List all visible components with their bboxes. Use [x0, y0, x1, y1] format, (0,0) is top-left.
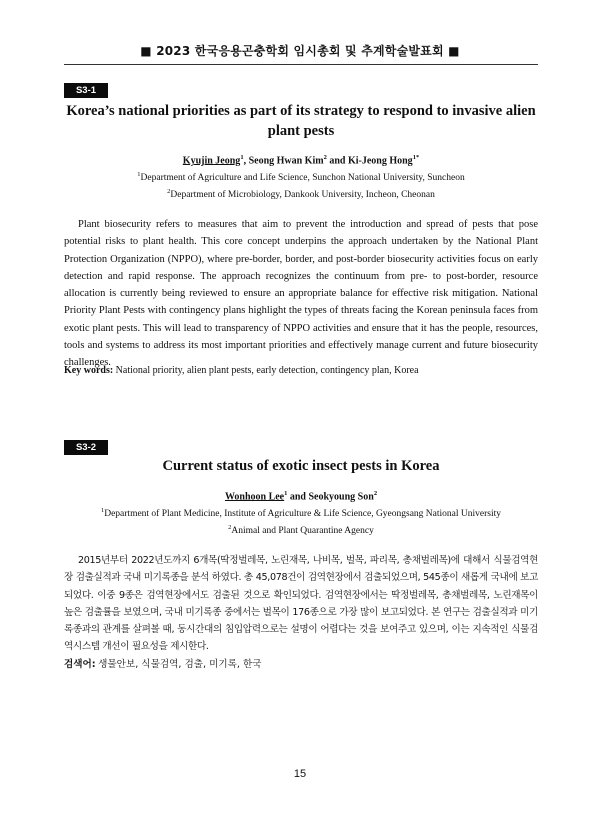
presenting-author: Wonhoon Lee [224, 491, 285, 503]
affiliation: $^2$Department of Microbiology, Dankook University, Incheon, Cheonan [167, 188, 435, 201]
abstract-title: Current status of exotic insect pests in Korea [162, 458, 440, 474]
author-separator: and [326, 155, 348, 167]
page-number: 15 [293, 768, 307, 780]
keywords-label: Key words: [64, 365, 114, 376]
keywords [64, 656, 538, 670]
keywords-label: 검색어: [64, 659, 96, 670]
author-sup: 2 [373, 490, 378, 497]
keywords-text: 생물안보, 식물검역, 검출, 미기록, 한국 [98, 659, 262, 670]
author-sup: 1 [284, 490, 288, 497]
author-sup: 2 [323, 154, 327, 161]
author-line [64, 490, 538, 502]
affiliation: $^1$Department of Agriculture and Life Science, Sunchon National University, Suncheon [137, 171, 465, 184]
keywords-text: National priority, alien plant pests, early detection, contingency plan, Korea [115, 365, 419, 376]
author-separator: , [243, 155, 249, 167]
affiliation: $^1$Department of Plant Medicine, Institute of Agriculture & Life Science, Gyeongsang National University [100, 507, 502, 520]
author: Ki-Jeong Hong [347, 155, 413, 167]
header-rule [64, 64, 538, 65]
section-badge: S3-2 [64, 440, 108, 455]
author-line [64, 154, 538, 166]
presenting-author: Kyujin Jeong [182, 155, 241, 167]
keywords [64, 365, 538, 376]
author: Seokyoung Son [308, 491, 374, 503]
abstract-body: Plant biosecurity refers to measures that aim to prevent the introduction and spread of pests that pose potential risks to plant health. This core concept underpins the approach undertaken by the National Plant Protection Organization (NPPO), where pre-border, border, and post-border biosecurity activities focus on early detection and rapid response. The approach recognizes the continuum from pre- to post-border, resource allocation is currently being reviewed to ensure an appropriate balance for effective risk mitigation. National Priority Plant Pests with contingency plans highlight the types of threats facing the Korean peninsula faces from exotic plant pests. This will lead to transparency of NPPO activities and ensure that it has the people, resources, tools and systems to address its most important priorities and effectively manage current and future biosecurity challenges. [64, 219, 538, 368]
affiliations [64, 504, 538, 538]
author-sup: 1 [240, 154, 244, 161]
abstract-title: Korea’s national priorities as part of its strategy to respond to invasive alien plant pests [66, 103, 536, 139]
running-head: ■ 2023 한국응용곤충학회 임시총회 및 추계학술발표회 ■ [140, 44, 460, 58]
author-sup: 1* [412, 154, 420, 161]
section-badge: S3-1 [64, 83, 108, 98]
author-separator: and [287, 491, 309, 503]
affiliations [64, 168, 538, 202]
affiliation: $^2$Animal and Plant Quarantine Agency [228, 524, 374, 537]
abstract-body: 2015년부터 2022년도까지 6개목(딱정벌레목, 노린재목, 나비목, 벌목, 파리목, 총채벌레목)에 대해서 식물검역현장 검출실적과 국내 미기록종을 분석 하였다. 총 45,078건이 검역현장에서 검출되었으며, 545종이 새롭게 국내에 보고되었다. 이중 9종은 검역현장에서도 검출된 것으로 확인되었다. 검역현장에서는 딱정벌레목, 총채벌레목, 노린재목이 높은 검출률을 보였으며, 국내 미기록종 중에서는 벌목이 176종으로 가장 많이 보고되었다. 본 연구는 검출실적과 미기록종과의 관계를 살펴볼 때, 동시간대의 침입압력으로는 설명이 어렵다는 것을 보여주고 있으며, 이는 지속적인 식물검역시스템 개선이 필요성을 제시한다. [64, 555, 538, 653]
author: Seong Hwan Kim [248, 155, 324, 167]
